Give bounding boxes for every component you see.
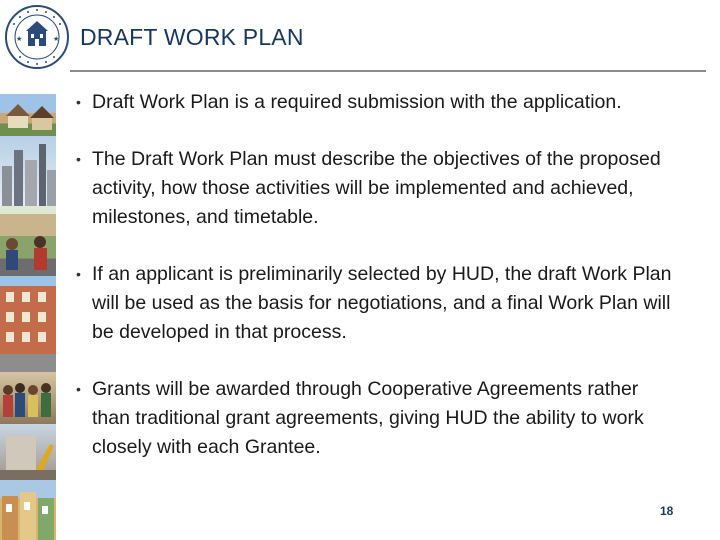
bullet-text: If an applicant is preliminarily selected by HUD, the draft Work Plan will be used as the basis for negotiations, and a final Work Plan will be developed in that process. xyxy=(92,263,672,343)
photo-people-outdoors xyxy=(0,206,56,276)
bullet-item xyxy=(78,145,678,232)
photo-apartment-building xyxy=(0,276,56,372)
bullet-dot-icon: • xyxy=(76,94,81,110)
photo-strip xyxy=(0,94,56,540)
bullet-dot-icon: • xyxy=(76,151,81,167)
page-number: 18 xyxy=(660,504,674,518)
hud-seal-logo xyxy=(4,4,70,70)
bullet-item xyxy=(78,88,678,117)
svg-text:★: ★ xyxy=(53,35,60,43)
bullet-dot-icon: • xyxy=(76,266,81,282)
svg-text:★: ★ xyxy=(16,35,23,43)
slide-title: DRAFT WORK PLAN xyxy=(80,24,304,50)
photo-construction xyxy=(0,424,56,480)
bullet-list xyxy=(78,88,678,490)
bullet-item xyxy=(78,375,678,462)
photo-townhouses xyxy=(0,480,56,540)
bullet-text: Draft Work Plan is a required submission with the application. xyxy=(92,91,622,113)
photo-houses xyxy=(0,94,56,136)
photo-group-of-people xyxy=(0,372,56,424)
bullet-dot-icon: • xyxy=(76,381,81,397)
title-divider xyxy=(70,70,706,72)
bullet-text: Grants will be awarded through Cooperative Agreements rather than traditional grant agreements, giving HUD the ability to work closely with each Grantee. xyxy=(92,378,644,458)
photo-city-skyline xyxy=(0,136,56,206)
bullet-item xyxy=(78,260,678,347)
bullet-text: The Draft Work Plan must describe the objectives of the proposed activity, how those activities will be implemented and achieved, milestones, and timetable. xyxy=(92,148,661,228)
